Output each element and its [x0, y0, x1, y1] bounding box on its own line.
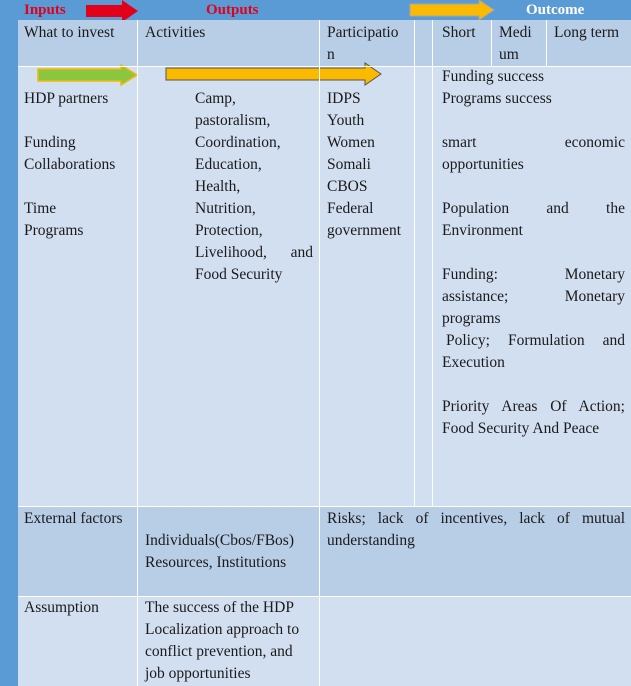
activity-item: Coordination,: [195, 134, 281, 151]
activity-item: Protection,: [195, 222, 263, 239]
outcome-population-line2: Environment: [442, 222, 523, 239]
outcome-priority-line2: Food Security And Peace: [442, 420, 600, 437]
assumption-empty-cell: [319, 596, 631, 686]
outcome-priority-line1: Priority Areas Of Action;: [442, 398, 625, 415]
input-hdp-partners: HDP partners: [24, 90, 109, 107]
grid-line: [137, 20, 138, 686]
outcome-smart-line2: opportunities: [442, 156, 524, 173]
activity-item: Food Security: [195, 266, 283, 283]
main-gap-cell: [414, 66, 432, 506]
participant-item: Federal: [327, 200, 374, 217]
external-risks-line2: understanding: [327, 532, 415, 549]
input-time: Time: [24, 200, 57, 217]
participant-item: Women: [327, 134, 375, 151]
outcome-policy-line2: Execution: [442, 354, 505, 371]
activity-item: Education,: [195, 156, 262, 173]
red-arrow-icon: [86, 0, 138, 22]
col-short: Short: [442, 24, 476, 41]
col-gap-cell: [414, 20, 432, 66]
participant-item: IDPS: [327, 90, 361, 107]
activity-item: Camp,: [195, 90, 236, 107]
col-participation-line2: n: [327, 46, 335, 63]
grid-line: [18, 506, 631, 507]
external-factors-label: External factors: [24, 510, 123, 527]
input-funding: Funding: [24, 134, 76, 151]
participant-item: Somali: [327, 156, 371, 173]
grid-line: [491, 20, 492, 66]
grid-line: [18, 66, 631, 67]
col-long-term: Long term: [554, 24, 619, 41]
activity-item: Nutrition,: [195, 200, 256, 217]
external-resources-line2: Resources, Institutions: [145, 554, 287, 571]
outcome-programs-success: Programs success: [442, 90, 552, 107]
outcome-policy-line1: Policy; Formulation and: [446, 332, 625, 349]
activity-item: Health,: [195, 178, 241, 195]
inputs-heading: Inputs: [24, 2, 66, 18]
assumption-text-line4: job opportunities: [145, 665, 251, 682]
assumption-text-line3: conflict prevention, and: [145, 643, 293, 660]
col-medium-line2: um: [499, 46, 519, 63]
external-resources-line1: Individuals(Cbos/FBos): [145, 532, 294, 549]
activity-item: Livelihood, and: [195, 244, 313, 261]
grid-line: [18, 596, 631, 597]
input-collaborations: Collaborations: [24, 156, 116, 173]
assumption-label: Assumption: [24, 599, 99, 616]
assumption-text-line2: Localization approach to: [145, 621, 300, 638]
outputs-heading: Outputs: [206, 2, 259, 18]
col-medium-line1: Medi: [499, 24, 532, 41]
green-arrow-icon: [37, 64, 139, 86]
col-activities: Activities: [145, 24, 206, 41]
grid-line: [546, 20, 547, 66]
outcome-funding-line3: programs: [442, 310, 501, 327]
outcome-heading: Outcome: [526, 2, 585, 18]
outcome-smart-line1: smart economic: [442, 134, 625, 151]
left-bar: [0, 0, 18, 686]
col-participation-line1: Participatio: [327, 24, 399, 41]
col-what-to-invest: What to invest: [24, 24, 115, 41]
outcome-funding-line1: Funding: Monetary: [442, 266, 625, 283]
grid-line: [414, 20, 415, 506]
input-programs: Programs: [24, 222, 84, 239]
outcome-funding-line2: assistance; Monetary: [442, 288, 625, 305]
external-risks-line1: Risks; lack of incentives, lack of mutual: [327, 510, 625, 527]
grid-line: [432, 20, 433, 506]
participant-item: CBOS: [327, 178, 368, 195]
participant-item: government: [327, 222, 402, 239]
participant-item: Youth: [327, 112, 365, 129]
outcome-funding-success: Funding success: [442, 68, 545, 85]
activity-item: pastoralism,: [195, 112, 271, 129]
outcome-population-line1: Population and the: [442, 200, 625, 217]
assumption-text-line1: The success of the HDP: [145, 599, 294, 616]
grid-line: [319, 20, 320, 686]
orange-arrow-icon: [409, 0, 495, 20]
